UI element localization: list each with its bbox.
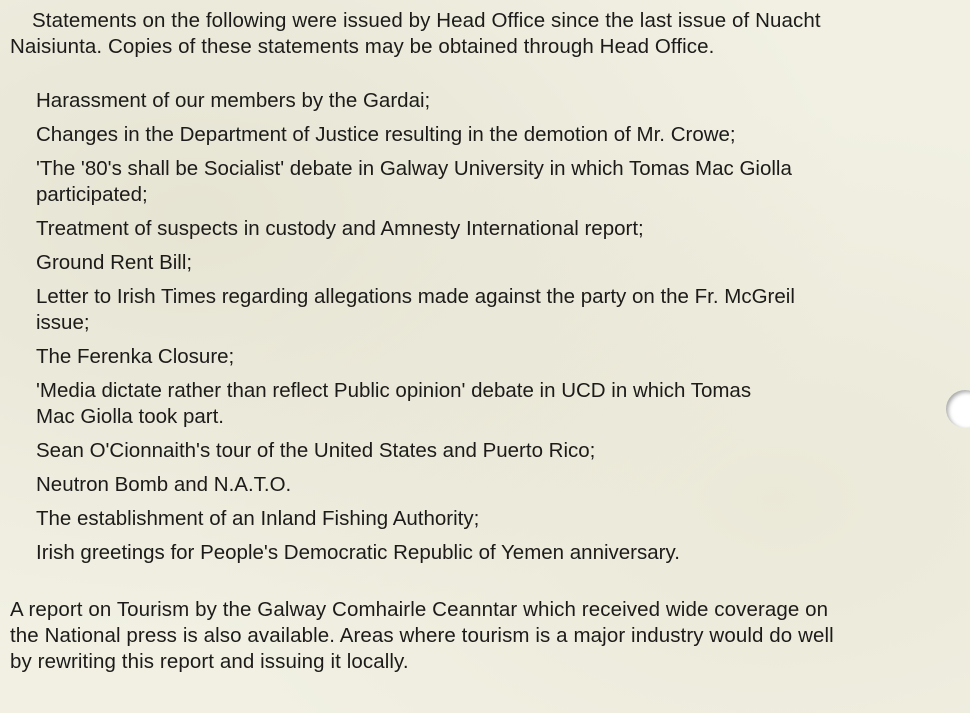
statement-item: 'The '80's shall be Socialist' debate in Galway University in which Tomas Mac Giolla participated; [36,157,792,206]
closing-line-2: the National press is also available. Areas where tourism is a major industry would do well [10,624,834,647]
statement-item: Neutron Bomb and N.A.T.O. [36,473,292,496]
statement-item: The establishment of an Inland Fishing Authority; [36,507,480,530]
statements-list [36,88,795,566]
closing-paragraph [10,597,834,675]
intro-line-2: Naisiunta. Copies of these statements may be obtained through Head Office. [10,35,715,58]
statement-item: Sean O'Cionnaith's tour of the United States and Puerto Rico; [36,439,596,462]
closing-line-3: by rewriting this report and issuing it locally. [10,650,409,673]
statement-item: Changes in the Department of Justice resulting in the demotion of Mr. Crowe; [36,123,736,146]
statement-item: The Ferenka Closure; [36,345,235,368]
intro-line-1: Statements on the following were issued by Head Office since the last issue of Nuacht [32,9,821,32]
statement-item: Ground Rent Bill; [36,251,193,274]
statement-item: Letter to Irish Times regarding allegations made against the party on the Fr. McGreil issue; [36,285,795,334]
statement-item: Harassment of our members by the Gardai; [36,89,431,112]
closing-line-1: A report on Tourism by the Galway Comhairle Ceanntar which received wide coverage on [10,598,829,621]
statement-item: 'Media dictate rather than reflect Public opinion' debate in UCD in which Tomas Mac Giolla took part. [36,379,752,428]
intro-paragraph [10,8,821,60]
statement-item: Irish greetings for People's Democratic Republic of Yemen anniversary. [36,541,680,564]
statement-item: Treatment of suspects in custody and Amnesty International report; [36,217,644,240]
